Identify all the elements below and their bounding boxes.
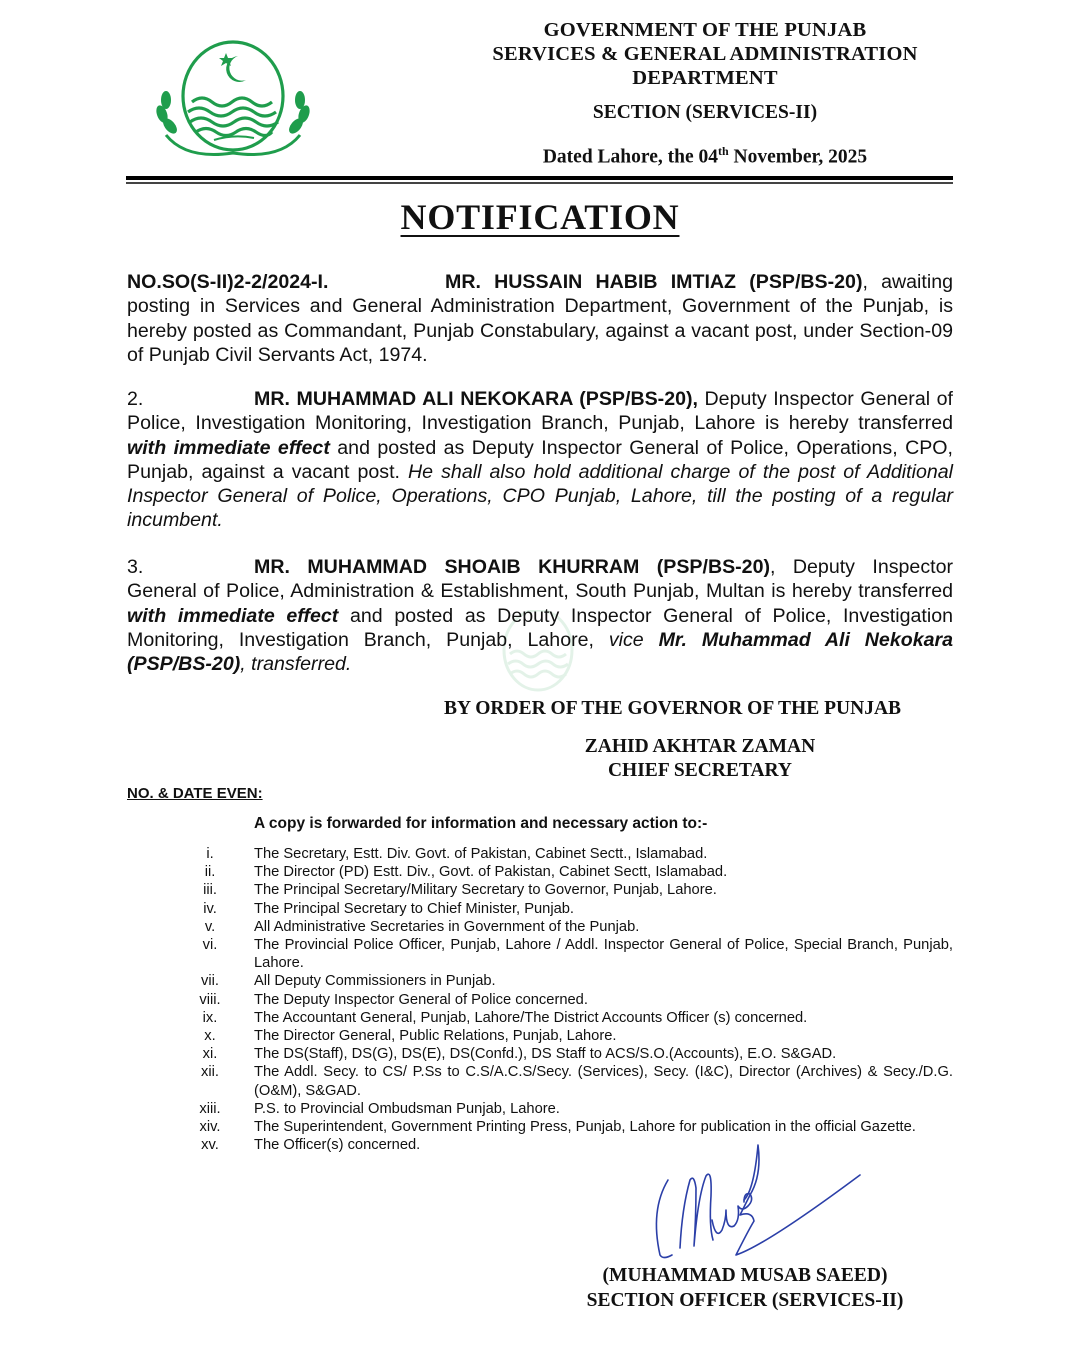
copy-forwarded-line: A copy is forwarded for information and necessary action to:-: [254, 815, 708, 832]
letterhead: [440, 18, 970, 169]
vice-text: vice: [608, 628, 659, 651]
item-text: The Accountant General, Punjab, Lahore/The District Accounts Officer (s) concerned.: [254, 1009, 808, 1026]
paragraph-text: and posted as Deputy Inspector General of Police, Operations, CPO, Punjab, against a vacant post.: [127, 436, 953, 483]
by-order-line: BY ORDER OF THE GOVERNOR OF THE PUNJAB: [444, 698, 902, 719]
reference-number: NO.SO(S-II)2-2/2024-I.: [127, 271, 329, 293]
officer-name: MR. MUHAMMAD SHOAIB KHURRAM (PSP/BS-20): [254, 556, 771, 578]
item-text: The Officer(s) concerned.: [254, 1137, 421, 1154]
list-item: [195, 1045, 953, 1063]
item-text: The Principal Secretary/Military Secretary to Governor, Punjab, Lahore.: [254, 882, 717, 899]
item-number: xv.: [201, 1137, 219, 1154]
item-number: xi.: [202, 1046, 218, 1063]
date-ordinal: th: [717, 144, 729, 158]
list-item: [195, 991, 953, 1009]
chief-secretary-title: CHIEF SECRETARY: [607, 760, 793, 781]
item-text: The Superintendent, Government Printing Press, Punjab, Lahore for publication in the official Gazette.: [254, 1119, 916, 1136]
header-divider: [126, 176, 953, 184]
list-item: [195, 972, 953, 990]
item-number: x.: [204, 1028, 216, 1045]
document-title: [0, 196, 1080, 238]
item-number: xii.: [201, 1064, 219, 1081]
govt-name: GOVERNMENT OF THE PUNJAB: [543, 19, 867, 41]
paragraph-number: 3.: [127, 556, 144, 578]
punjab-emblem-icon: [152, 40, 314, 160]
distribution-list: [195, 845, 953, 1154]
item-text: The Director General, Public Relations, Punjab, Lahore.: [254, 1028, 617, 1045]
item-number: xiv.: [199, 1119, 221, 1136]
item-number: iii.: [203, 882, 217, 899]
list-item: [195, 1027, 953, 1045]
item-text: The Provincial Police Officer, Punjab, Lahore / Addl. Inspector General of Police, Special Branch, Punjab, Lahore.: [254, 937, 953, 972]
dept-name-line2: DEPARTMENT: [632, 67, 778, 89]
item-text: All Administrative Secretaries in Government of the Punjab.: [254, 918, 640, 935]
item-number: v.: [204, 918, 216, 935]
vice-officer-name: Mr. Muhammad Ali Nekokara (PSP/BS-20): [127, 628, 954, 676]
date-prefix: Dated Lahore, the 04: [542, 146, 718, 168]
item-text: The Addl. Secy. to CS/ P.Ss to C.S/A.C.S/Secy. (Services), Secy. (I&C), Director (Archives) & Secy./D.G.(O&M), S&GAD.: [254, 1064, 953, 1099]
date-line: [440, 144, 970, 169]
date-suffix: November, 2025: [728, 146, 868, 168]
item-number: vii.: [201, 973, 219, 990]
list-item: [195, 1009, 953, 1027]
section-name: SECTION (SERVICES-II): [592, 102, 818, 123]
emphasis-text: with immediate effect: [127, 436, 330, 459]
item-text: The Director (PD) Estt. Div., Govt. of Pakistan, Cabinet Sectt, Islamabad.: [254, 864, 728, 881]
paragraph-2: [127, 387, 953, 533]
item-text: The Principal Secretary to Chief Minister, Punjab.: [254, 900, 575, 917]
title-text: NOTIFICATION: [400, 197, 680, 237]
additional-charge-text: He shall also hold additional charge of the post of Additional Inspector General of Police, Operations, CPO Punjab, Lahore, till the posting of a regular incumbent.: [127, 460, 953, 532]
item-text: The Secretary, Estt. Div. Govt. of Pakistan, Cabinet Sectt., Islamabad.: [254, 846, 708, 862]
signatory-block: [560, 1263, 930, 1313]
paragraph-1: [127, 270, 953, 367]
handwritten-signature: [640, 1140, 880, 1265]
item-number: viii.: [199, 991, 221, 1008]
dept-name-line1: SERVICES & GENERAL ADMINISTRATION: [492, 43, 918, 65]
emphasis-text: with immediate effect: [127, 604, 339, 627]
officer-name: MR. HUSSAIN HABIB IMTIAZ (PSP/BS-20): [445, 271, 863, 293]
list-item: [195, 1100, 953, 1118]
item-text: All Deputy Commissioners in Punjab.: [254, 973, 496, 990]
officer-name: MR. MUHAMMAD ALI NEKOKARA (PSP/BS-20),: [254, 388, 698, 410]
item-text: The Deputy Inspector General of Police concerned.: [254, 991, 588, 1008]
list-item: [195, 881, 953, 899]
item-number: ix.: [202, 1009, 218, 1026]
item-number: xiii.: [199, 1100, 221, 1117]
paragraph-text: Deputy Inspector General of Police, Investigation Monitoring, Investigation Branch, Punjab, Lahore is hereby transferred: [127, 388, 953, 435]
paragraph-text: , awaiting posting in Services and General Administration Department, Government of the Punjab, is hereby posted as Commandant, Punjab Constabulary, against a vacant post, under Section-09 of Punjab Civil Servants Act, 1974.: [127, 271, 953, 366]
paragraph-tail: , transferred.: [240, 653, 352, 676]
chief-secretary-name: ZAHID AKHTAR ZAMAN: [584, 736, 816, 757]
item-text: P.S. to Provincial Ombudsman Punjab, Lahore.: [254, 1100, 560, 1117]
list-item: [195, 936, 953, 972]
list-item: [195, 845, 953, 863]
chief-secretary-block: [560, 735, 840, 783]
list-item: [195, 900, 953, 918]
list-item: [195, 1118, 953, 1136]
signatory-name: (MUHAMMAD MUSAB SAEED): [602, 1265, 888, 1286]
no-date-even-heading: NO. & DATE EVEN:: [127, 785, 263, 802]
paragraph-text: and posted as Deputy Inspector General of Police, Investigation Monitoring, Investigation Branch, Punjab, Lahore,: [127, 604, 953, 651]
signatory-designation: SECTION OFFICER (SERVICES-II): [586, 1290, 904, 1311]
paragraph-text: , Deputy Inspector General of Police, Administration & Establishment, South Punjab, Multan is hereby transferred: [127, 556, 953, 603]
item-number: ii.: [204, 864, 216, 881]
list-item: [195, 863, 953, 881]
item-text: The DS(Staff), DS(G), DS(E), DS(Confd.), DS Staff to ACS/S.O.(Accounts), E.O. S&GAD.: [254, 1046, 837, 1063]
paragraph-3: [127, 555, 953, 676]
paragraph-number: 2.: [127, 388, 144, 410]
item-number: vi.: [202, 937, 218, 954]
list-item: [195, 1063, 953, 1099]
item-number: i.: [206, 846, 214, 862]
list-item: [195, 918, 953, 936]
item-number: iv.: [203, 900, 217, 917]
